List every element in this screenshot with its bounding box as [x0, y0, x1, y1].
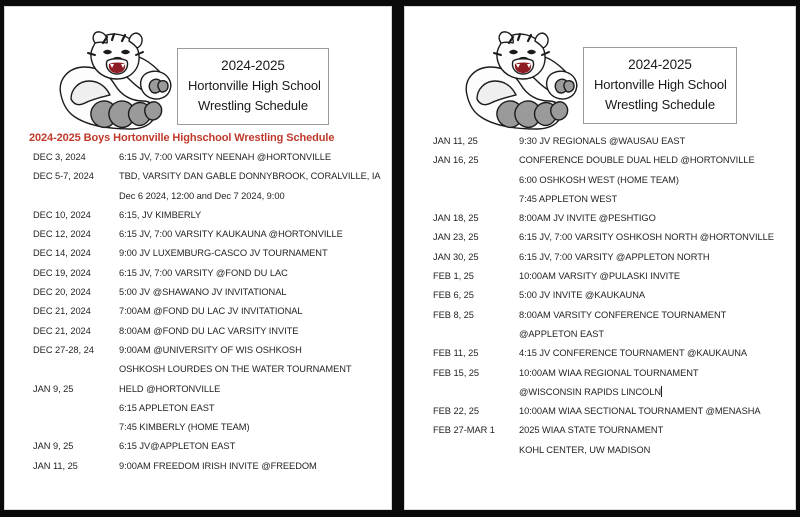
row-detail: KOHL CENTER, UW MADISON: [519, 444, 651, 455]
row-date: DEC 19, 2024: [33, 267, 91, 278]
red-section-heading: 2024-2025 Boys Hortonville Highschool Wrestling Schedule: [29, 132, 335, 144]
schedule-row: [405, 209, 795, 228]
schedule-row: [405, 286, 795, 305]
schedule-row: [5, 206, 391, 225]
row-detail: TBD, VARSITY DAN GABLE DONNYBROOK, CORALVILLE, IA: [119, 171, 381, 182]
schedule-row: [5, 418, 391, 437]
schedule-row: [405, 364, 795, 383]
schedule-row: [405, 325, 795, 344]
schedule-row: [5, 302, 391, 321]
schedule-row: [5, 380, 391, 399]
row-detail: 6:15 APPLETON EAST: [119, 402, 215, 413]
row-detail: 6:15 JV, 7:00 VARSITY NEENAH @HORTONVILLE: [119, 152, 332, 162]
row-detail: 10:00AM VARSITY @PULASKI INVITE: [519, 271, 681, 282]
row-date: FEB 11, 25: [433, 348, 479, 359]
row-date: JAN 30, 25: [433, 251, 479, 262]
row-detail: 6:15 JV, 7:00 VARSITY @FOND DU LAC: [119, 267, 288, 278]
title-school: Hortonville High School: [594, 77, 727, 92]
row-detail: CONFERENCE DOUBLE DUAL HELD @HORTONVILLE: [519, 155, 755, 166]
title-years: 2024-2025: [628, 57, 692, 72]
row-detail: 6:15 JV, 7:00 VARSITY OSHKOSH NORTH @HORTONVILLE: [519, 232, 774, 243]
schedule-row: [405, 248, 795, 267]
row-date: JAN 23, 25: [433, 232, 479, 243]
row-date: DEC 3, 2024: [33, 152, 86, 162]
row-detail: Dec 6 2024, 12:00 and Dec 7 2024, 9:00: [119, 190, 285, 201]
row-detail: 8:00AM JV INVITE @PESHTIGO: [519, 213, 656, 224]
schedule-row: [5, 437, 391, 456]
polar-bear-mascot-icon: [453, 29, 583, 133]
schedule-row: [5, 264, 391, 283]
row-detail: 10:00AM WIAA SECTIONAL TOURNAMENT @MENASHA: [519, 406, 761, 417]
row-detail: 2025 WIAA STATE TOURNAMENT: [519, 425, 664, 436]
schedule-row: [405, 267, 795, 286]
schedule-row: [405, 228, 795, 247]
schedule-row: [405, 402, 795, 421]
row-detail: 4:15 JV CONFERENCE TOURNAMENT @KAUKAUNA: [519, 348, 748, 359]
schedule-row: [5, 167, 391, 186]
schedule-row: [5, 322, 391, 341]
row-date: FEB 1, 25: [433, 271, 474, 282]
row-detail: @APPLETON EAST: [519, 328, 605, 339]
row-detail: 9:00AM FREEDOM IRISH INVITE @FREEDOM: [119, 460, 317, 471]
row-detail: 7:45 APPLETON WEST: [519, 193, 618, 204]
row-date: JAN 11, 25: [433, 136, 478, 146]
row-date: FEB 8, 25: [433, 309, 474, 320]
row-detail: @WISCONSIN RAPIDS LINCOLN: [519, 386, 661, 397]
polar-bear-mascot-icon: [47, 29, 177, 133]
row-date: JAN 11, 25: [33, 460, 78, 471]
schedule-row: [405, 132, 795, 151]
row-date: JAN 16, 25: [433, 155, 479, 166]
schedule-row: [405, 190, 795, 209]
schedule-row: [405, 306, 795, 325]
row-detail: 9:30 JV REGIONALS @WAUSAU EAST: [519, 136, 686, 146]
row-detail: 5:00 JV @SHAWANO JV INVITATIONAL: [119, 287, 287, 298]
page-1-header: [5, 7, 391, 132]
row-detail: 9:00 JV LUXEMBURG-CASCO JV TOURNAMENT: [119, 248, 328, 259]
row-detail: 8:00AM VARSITY CONFERENCE TOURNAMENT: [519, 309, 727, 320]
schedule-row: [405, 441, 795, 460]
row-detail: 6:15 JV@APPLETON EAST: [119, 441, 236, 452]
schedule-row: [5, 225, 391, 244]
schedule-row: [5, 341, 391, 360]
row-detail: 6:15 JV, 7:00 VARSITY KAUKAUNA @HORTONVILLE: [119, 229, 343, 240]
page-1: [4, 6, 392, 510]
title-years: 2024-2025: [221, 58, 285, 73]
row-date: DEC 21, 2024: [33, 325, 91, 336]
row-date: DEC 14, 2024: [33, 248, 91, 259]
title-subject: Wrestling Schedule: [198, 98, 308, 113]
schedule-row: [5, 283, 391, 302]
row-detail: OSHKOSH LOURDES ON THE WATER TOURNAMENT: [119, 364, 352, 375]
row-date: JAN 18, 25: [433, 213, 479, 224]
row-detail: 7:45 KIMBERLY (HOME TEAM): [119, 422, 250, 433]
page-2-schedule-list: [405, 132, 795, 460]
schedule-row: [405, 171, 795, 190]
row-date: DEC 5-7, 2024: [33, 171, 94, 182]
schedule-row: [405, 421, 795, 440]
row-date: FEB 6, 25: [433, 290, 474, 301]
schedule-row: [5, 148, 391, 167]
row-detail: 7:00AM @FOND DU LAC JV INVITATIONAL: [119, 306, 303, 317]
schedule-row: [5, 457, 391, 476]
row-detail: 10:00AM WIAA REGIONAL TOURNAMENT: [519, 367, 699, 378]
row-date: DEC 21, 2024: [33, 306, 91, 317]
row-detail: HELD @HORTONVILLE: [119, 383, 221, 394]
row-detail: 6:15, JV KIMBERLY: [119, 209, 202, 220]
page-1-schedule-list: [5, 148, 391, 476]
row-date: DEC 10, 2024: [33, 209, 91, 220]
row-date: FEB 15, 25: [433, 367, 480, 378]
row-date: FEB 27-MAR 1: [433, 425, 495, 436]
row-detail: 6:15 JV, 7:00 VARSITY @APPLETON NORTH: [519, 251, 710, 262]
row-date: FEB 22, 25: [433, 406, 480, 417]
row-date: JAN 9, 25: [33, 441, 74, 452]
title-subject: Wrestling Schedule: [605, 97, 715, 112]
row-date: JAN 9, 25: [33, 383, 74, 394]
schedule-row: [5, 244, 391, 263]
text-cursor-caret: [661, 386, 662, 397]
row-detail: 6:00 OSHKOSH WEST (HOME TEAM): [519, 174, 679, 185]
schedule-row: [405, 151, 795, 170]
page-2: [404, 6, 796, 510]
row-date: DEC 12, 2024: [33, 229, 91, 240]
schedule-row: [5, 360, 391, 379]
row-date: DEC 20, 2024: [33, 287, 91, 298]
row-date: DEC 27-28, 24: [33, 344, 94, 355]
row-detail: 8:00AM @FOND DU LAC VARSITY INVITE: [119, 325, 299, 336]
row-detail: 9:00AM @UNIVERSITY OF WIS OSHKOSH: [119, 344, 302, 355]
page-1-title-box: [177, 48, 329, 125]
row-detail: 5:00 JV INVITE @KAUKAUNA: [519, 290, 646, 301]
schedule-row: [5, 187, 391, 206]
schedule-row: [405, 344, 795, 363]
page-2-title-box: [583, 47, 737, 124]
page-2-header: [405, 7, 795, 132]
row-detail-with-caret[interactable]: [519, 383, 795, 402]
schedule-row: [405, 383, 795, 402]
schedule-row: [5, 399, 391, 418]
title-school: Hortonville High School: [188, 78, 321, 93]
